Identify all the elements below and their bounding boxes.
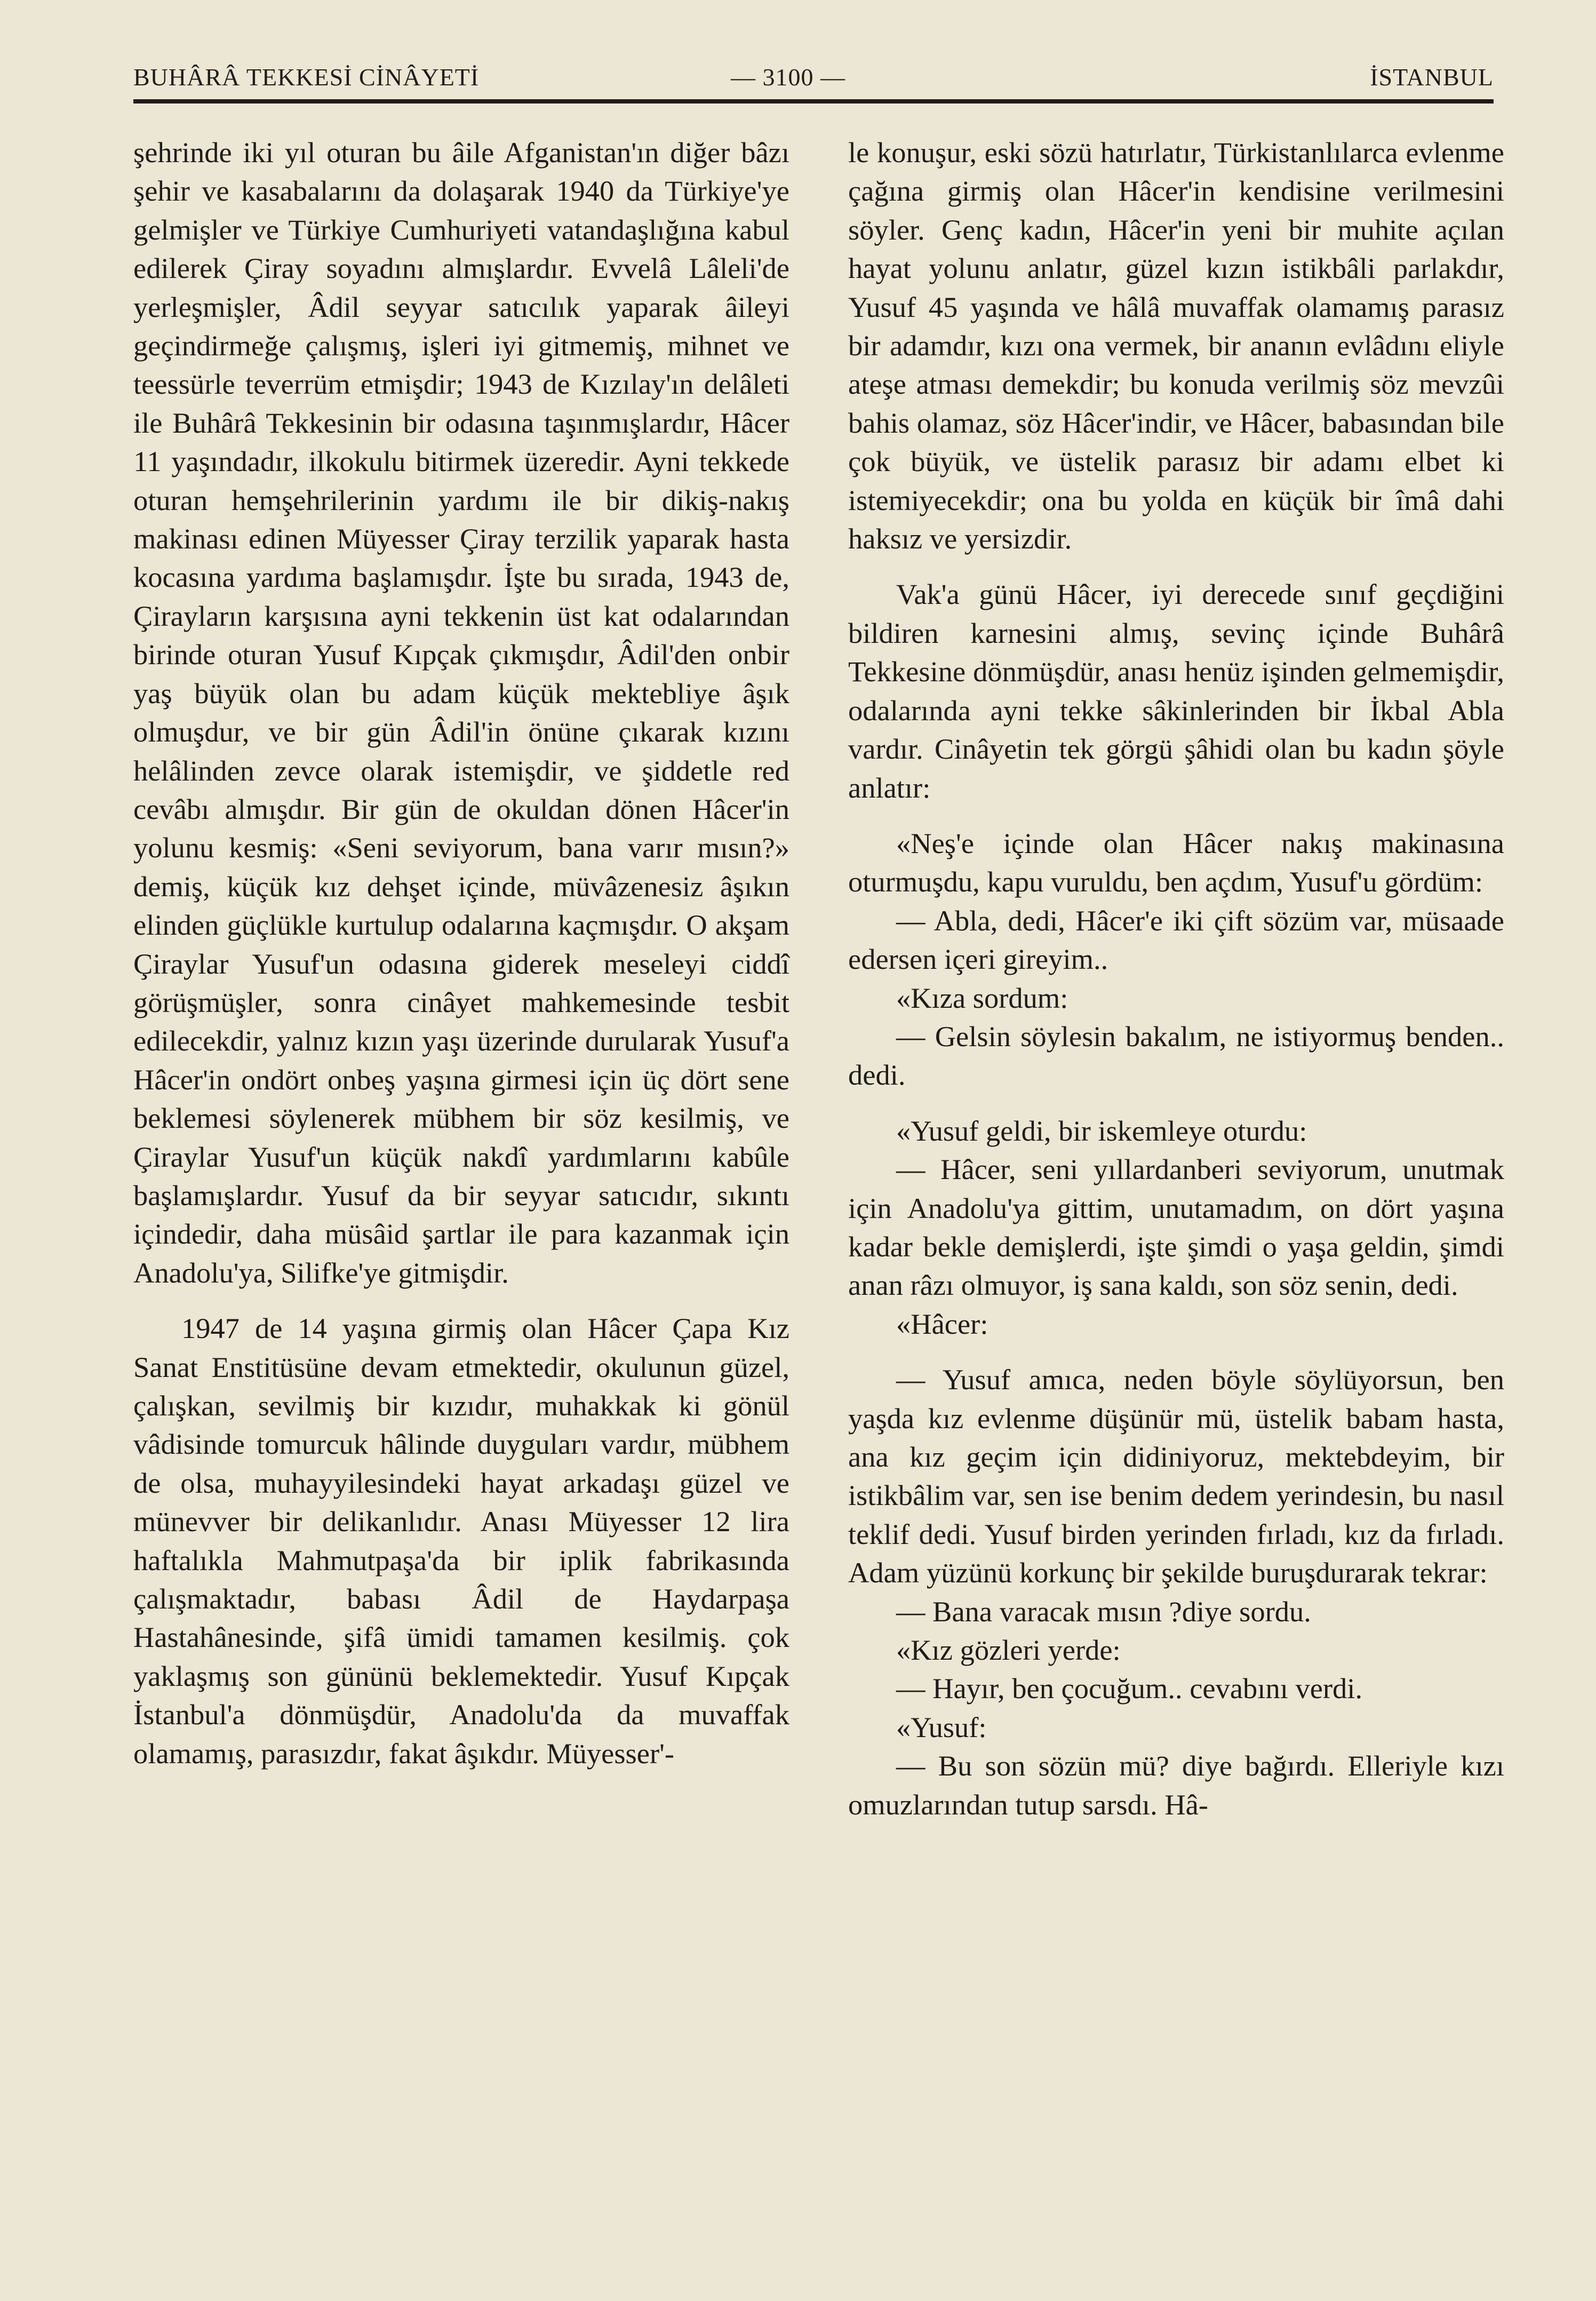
header-magazine-name: İSTANBUL (1370, 63, 1494, 91)
left-column (133, 133, 789, 1773)
paragraph: — Abla, dedi, Hâcer'e iki çift sözüm var, müsaade edersen içeri gireyim.. (848, 904, 1504, 976)
paragraph: Vak'a günü Hâcer, iyi derecede sınıf geçdiğini bildiren karnesini almış, sevinç içinde Buhârâ Tekkesine dönmüşdür, anası henüz işinden gelmemişdir, odalarında ayni tekke sâkinlerinden bir İkbal Abla vardır. Cinâyetin tek görgü şâhidi olan bu kadın şöyle anlatır: (848, 578, 1504, 804)
paragraph: «Yusuf: (896, 1710, 987, 1743)
paragraph: — Hayır, ben çocuğum.. cevabını verdi. (896, 1672, 1363, 1705)
paragraph: 1947 de 14 yaşına girmiş olan Hâcer Çapa Kız Sanat Enstitüsüne devam etmektedir, okulunun güzel, çalışkan, sevilmiş bir kızıdır, muhakkak ki gönül vâdisinde tomurcuk hâlinde duyguları vardır, mübhem de olsa, muhayyilesindeki hayat arkadaşı güzel ve münevver bir delikanlıdır. Anası Müyesser 12 lira haftalıkla Mahmutpaşa'da bir iplik fabrikasında çalışmaktadır, babası Âdil de Haydarpaşa Hastahânesinde, şifâ ümidi tamamen kesilmiş. çok yaklaşmış son gününü beklemektedir. Yusuf Kıpçak İstanbul'a dönmüşdür, Anadolu'da da muvaffak olamamış, parasızdır, fakat âşıkdır. Müyesser'- (133, 1312, 789, 1770)
header-rule (133, 99, 1494, 103)
paragraph: «Neş'e içinde olan Hâcer nakış makinasına oturmuşdu, kapu vuruldu, ben açdım, Yusuf'u gördüm: (848, 826, 1504, 898)
paragraph: — Bu son sözün mü? diye bağırdı. Elleriyle kızı omuzlarından tutup sarsdı. Hâ- (848, 1749, 1504, 1821)
paragraph: «Kıza sordum: (896, 981, 1068, 1014)
paragraph: «Yusuf geldi, bir iskemleye oturdu: (896, 1114, 1307, 1147)
paragraph: şehrinde iki yıl oturan bu âile Afganistan'ın diğer bâzı şehir ve kasabalarını da dolaşarak 1940 da Türkiye'ye gelmişler ve Türkiye Cumhuriyeti vatandaşlığına kabul edilerek Çiray soyadını almışlardır. Evvelâ Lâleli'de yerleşmişler, Âdil seyyar satıcılık yaparak âileyi geçindirmeğe çalışmış, işleri iyi gitmemiş, mihnet ve teessürle teverrüm etmişdir; 1943 de Kızılay'ın delâleti ile Buhârâ Tekkesinin bir odasına taşınmışlardır, Hâcer 11 yaşındadır, ilkokulu bitirmek üzeredir. Ayni tekkede oturan hemşehrilerinin yardımı ile bir dikiş-nakış makinası edinen Müyesser Çiray terzilik yaparak hasta kocasına yardıma başlamışdır. İşte bu sırada, 1943 de, Çirayların karşısına ayni tekkenin üst kat odalarından birinde oturan Yusuf Kıpçak çıkmışdır, Âdil'den onbir yaş büyük olan bu adam küçük mektebliye âşık olmuşdur, ve bir gün Âdil'in önüne çıkarak kızını helâlinden zevce olarak istemişdir, ve şiddetle red cevâbı almışdır. Bir gün de okuldan dönen Hâcer'in yolunu kesmiş: «Seni seviyorum, bana varır mısın?» demiş, küçük kız dehşet içinde, müvâzenesiz âşıkın elinden güçlükle kurtulup odalarına kaçmışdır. O akşam Çiraylar Yusuf'un odasına giderek meseleyi ciddî görüşmüşler, sonra cinâyet mahkemesinde tesbit edilecekdir, yalnız kızın yaşı üzerinde durularak Yusuf'a Hâcer'in ondört onbeş yaşına girmesi için üç dört sene beklemesi söylenerek mübhem bir söz kesilmiş, ve Çiraylar Yusuf'un küçük nakdî yardımlarını kabûle başlamışlardır. Yusuf da bir seyyar satıcıdır, sıkıntı içindedir, daha müsâid şartlar ile para kazanmak için Anadolu'ya, Silifke'ye gitmişdir. (133, 136, 789, 1289)
paragraph: — Bana varacak mısın ?diye sordu. (896, 1595, 1311, 1628)
paragraph: — Yusuf amıca, neden böyle söylüyorsun, ben yaşda kız evlenme düşünür mü, üstelik babam hasta, ana kız geçim için didiniyoruz, mektebdeyim, bir istikbâlim var, sen ise benim dedem yerindesin, bu nasıl teklif dedi. Yusuf birden yerinden fırladı, kız da fırladı. Adam yüzünü korkunç bir şekilde buruşdurarak tekrar: (848, 1363, 1504, 1589)
page-number: — 3100 — (731, 63, 845, 91)
paragraph: «Hâcer: (896, 1307, 988, 1340)
header-title: BUHÂRÂ TEKKESİ CİNÂYETİ (133, 63, 480, 91)
paragraph: — Gelsin söylesin bakalım, ne istiyormuş benden.. dedi. (848, 1020, 1504, 1092)
paragraph: «Kız gözleri yerde: (896, 1634, 1121, 1667)
running-header (133, 55, 1494, 98)
right-column (848, 133, 1504, 1824)
paragraph: — Hâcer, seni yıllardanberi seviyorum, unutmak için Anadolu'ya gittim, unutamadım, on dört yaşına kadar bekle demişlerdi, işte şimdi o yaşa geldin, şimdi anan râzı olmuyor, iş sana kaldı, son söz senin, dedi. (848, 1153, 1504, 1302)
paragraph: le konuşur, eski sözü hatırlatır, Türkistanlılarca evlenme çağına girmiş olan Hâcer'in kendisine verilmesini söyler. Genç kadın, Hâcer'in yeni bir muhite açılan hayat yolunu anlatır, güzel kızın istikbâli parlakdır, Yusuf 45 yaşında ve hâlâ muvaffak olamamış parasız bir adamdır, kızı ona vermek, bir ananın evlâdını eliyle ateşe atması demekdir; bu konuda verilmiş söz mevzûi bahis olamaz, söz Hâcer'indir, ve Hâcer, babasından bile çok büyük, ve üstelik parasız bir adamı elbet ki istemiyecekdir; ona bu yolda en küçük bir îmâ dahi haksız ve yersizdir. (848, 136, 1504, 555)
